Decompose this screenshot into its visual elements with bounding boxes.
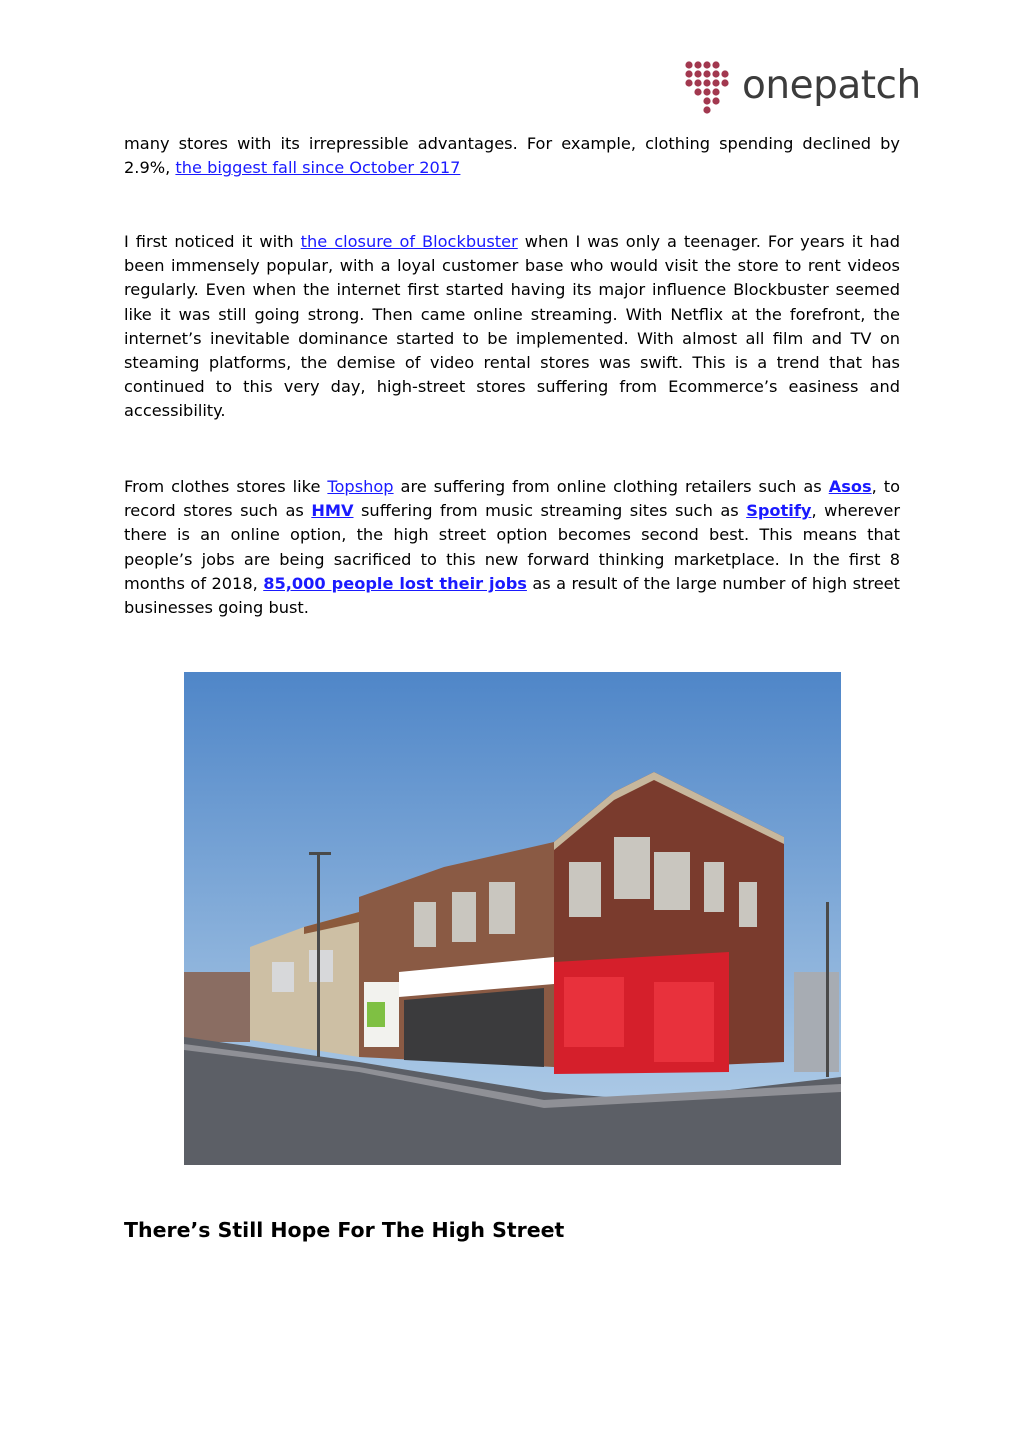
link-topshop[interactable]: Topshop <box>327 477 394 496</box>
link-blockbuster-closure[interactable]: the closure of Blockbuster <box>300 232 518 251</box>
section-heading: There’s Still Hope For The High Street <box>124 1218 565 1242</box>
p3-text-1: From clothes stores like <box>124 477 328 496</box>
boarded-up-shops-photo <box>184 672 841 1165</box>
link-asos[interactable]: Asos <box>828 477 872 496</box>
paragraph-high-street-jobs <box>124 475 900 620</box>
link-jobs-lost[interactable]: 85,000 people lost their jobs <box>263 573 527 593</box>
link-biggest-fall[interactable]: the biggest fall since October 2017 <box>175 158 461 178</box>
p3-text-5: , wherever there is an online option, the high street option becomes second best. This means that people’s jobs are being sacrificed to this new forward thinking marketplace. In the first 8 months of 2018, <box>124 501 900 593</box>
link-spotify[interactable]: Spotify <box>746 501 812 521</box>
p3-text-4: suffering from music streaming sites such as <box>353 501 747 521</box>
logo-wordmark: onepatch <box>742 63 921 108</box>
p2-text-2: when I was only a teenager. For years it had been immensely popular, with a loyal customer base who would visit the store to rent videos regularly. Even when the internet first started having its major influence Blockbuster seemed like it was still going strong. Then came online streaming. With Netflix at the forefront, the internet’s inevitable dominance started to be implemented. With almost all film and TV on steaming platforms, the demise of video rental stores was swift. This is a trend that has continued to this very day, high-street stores suffering from Ecommerce’s easiness and accessibility. <box>124 232 900 421</box>
p3-text-3: , to record stores such as <box>124 477 900 521</box>
p1-text: many stores with its irrepressible advantages. For example, clothing spending declined by 2.9%, <box>124 134 900 178</box>
paragraph-blockbuster <box>124 230 900 424</box>
p3-text-2: are suffering from online clothing retailers such as <box>393 477 829 496</box>
p3-text-6: as a result of the large number of high street businesses going bust. <box>124 573 900 618</box>
logo-dot-grid-icon <box>684 60 740 116</box>
paragraph-clothing-spending <box>124 132 900 180</box>
link-hmv[interactable]: HMV <box>311 501 354 521</box>
p2-text-1: I first noticed it with <box>124 232 301 251</box>
onepatch-logo <box>684 60 921 116</box>
